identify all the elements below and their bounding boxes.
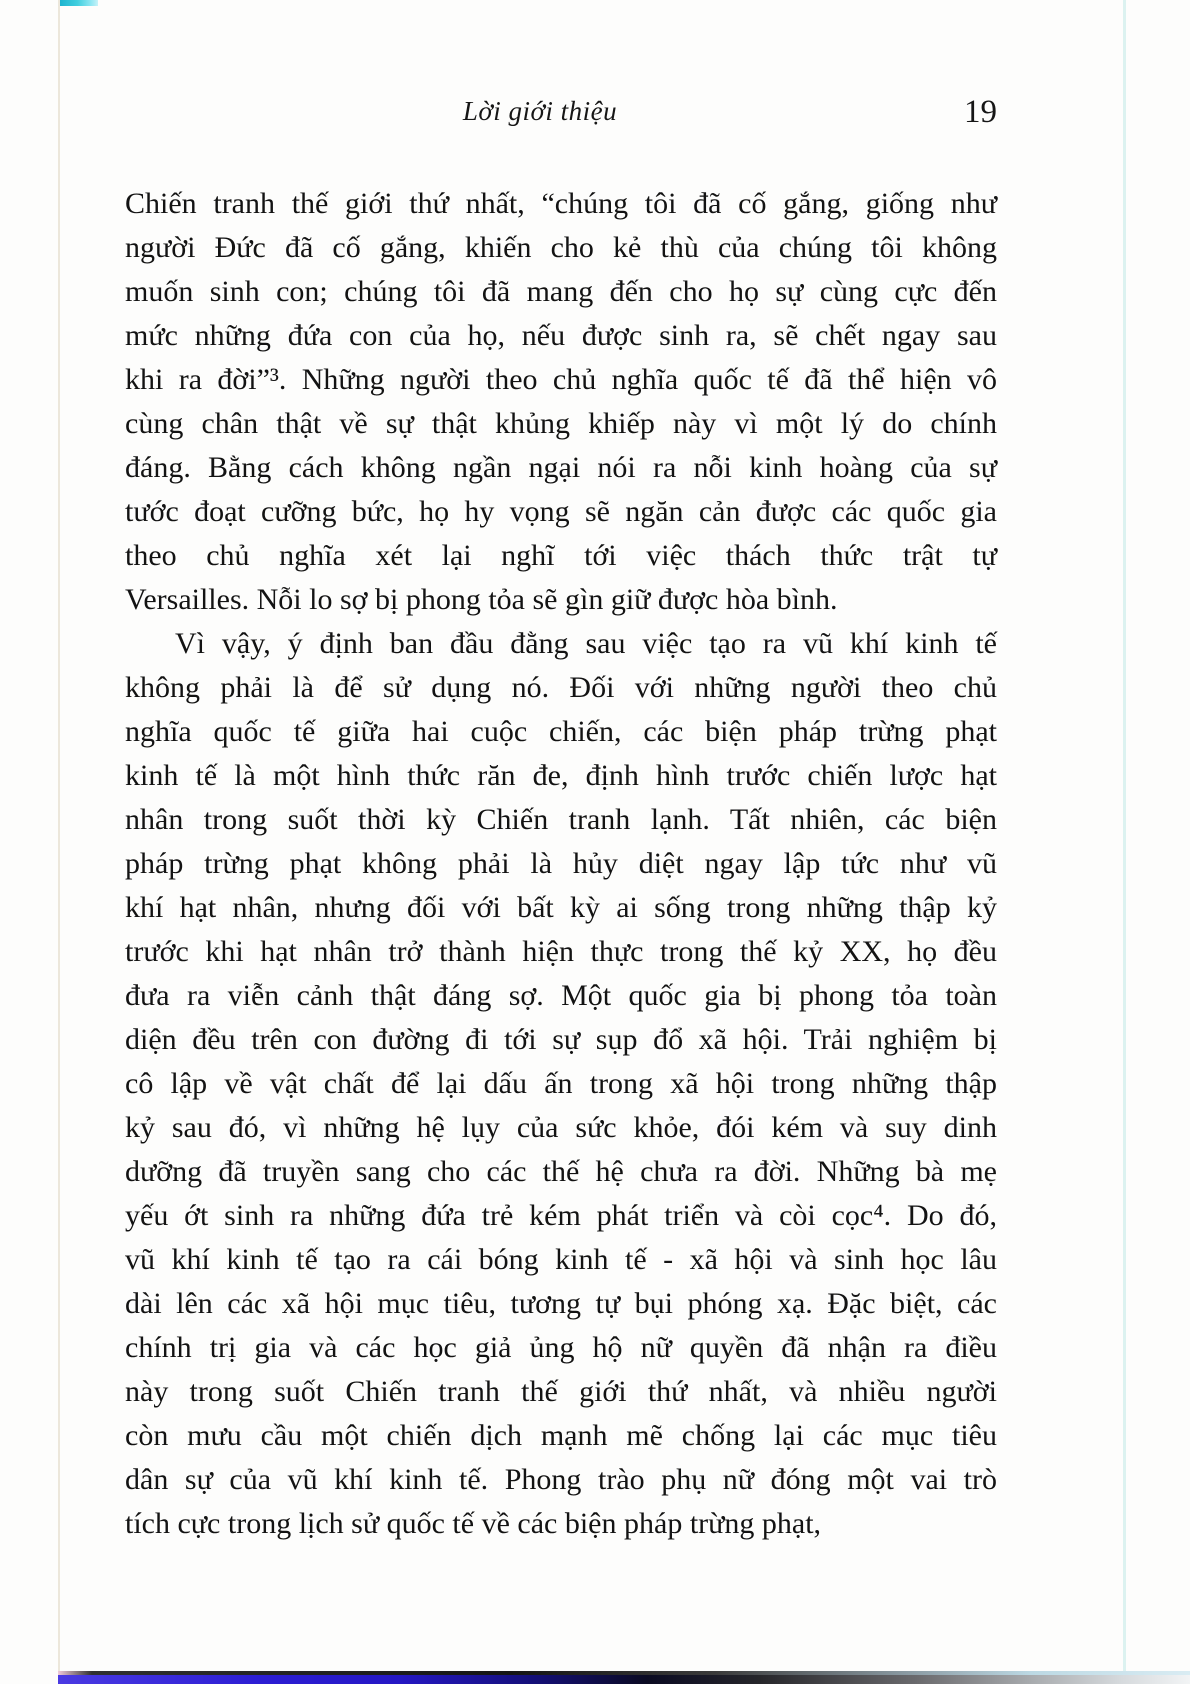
running-title: Lời giới thiệu xyxy=(462,96,618,126)
text-line: tước đoạt cưỡng bức, họ hy vọng sẽ ngăn cản được các quốc gia xyxy=(125,495,997,528)
text-line: muốn sinh con; chúng tôi đã mang đến cho họ sự cùng cực đến xyxy=(125,275,997,308)
page-body xyxy=(125,182,997,1546)
text-line: tích cực trong lịch sử quốc tế về các biện pháp trừng phạt, xyxy=(125,1507,822,1540)
text-line: chính trị gia và các học giả ủng hộ nữ quyền đã nhận ra điều xyxy=(125,1331,997,1364)
text-line: pháp trừng phạt không phải là hủy diệt ngay lập tức như vũ xyxy=(125,847,997,880)
text-line: khi ra đời”³. Những người theo chủ nghĩa quốc tế đã thể hiện vô xyxy=(125,363,997,396)
paragraph xyxy=(125,182,997,622)
text-line: trước khi hạt nhân trở thành hiện thực trong thế kỷ XX, họ đều xyxy=(125,935,997,968)
text-line: yếu ớt sinh ra những đứa trẻ kém phát triển và còi cọc⁴. Do đó, xyxy=(125,1199,997,1232)
text-line: Chiến tranh thế giới thứ nhất, “chúng tôi đã cố gắng, giống như xyxy=(125,187,997,220)
text-line: Versailles. Nỗi lo sợ bị phong tỏa sẽ gìn giữ được hòa bình. xyxy=(125,583,838,616)
text-line: kinh tế là một hình thức răn đe, định hình trước chiến lược hạt xyxy=(125,759,997,792)
text-line: theo chủ nghĩa xét lại nghĩ tới việc thách thức trật tự xyxy=(125,539,997,572)
page-edge-line-left xyxy=(58,0,60,1672)
text-line: diện đều trên con đường đi tới sự sụp đổ xã hội. Trải nghiệm bị xyxy=(125,1023,997,1056)
text-line: dân sự của vũ khí kinh tế. Phong trào phụ nữ đóng một vai trò xyxy=(125,1463,997,1496)
page-number: 19 xyxy=(964,94,997,130)
text-line: vũ khí kinh tế tạo ra cái bóng kinh tế - xã hội và sinh học lâu xyxy=(125,1243,997,1276)
scanner-mark-top-left xyxy=(60,0,98,6)
text-line: Vì vậy, ý định ban đầu đằng sau việc tạo ra vũ khí kinh tế xyxy=(175,627,997,660)
text-line: dài lên các xã hội mục tiêu, tương tự bụi phóng xạ. Đặc biệt, các xyxy=(125,1287,997,1320)
text-line: người Đức đã cố gắng, khiến cho kẻ thù của chúng tôi không xyxy=(125,231,997,264)
text-line: mức những đứa con của họ, nếu được sinh ra, sẽ chết ngay sau xyxy=(125,319,997,352)
text-line: không phải là để sử dụng nó. Đối với những người theo chủ xyxy=(125,671,997,704)
text-line: nhân trong suốt thời kỳ Chiến tranh lạnh. Tất nhiên, các biện xyxy=(125,803,997,836)
paragraph xyxy=(125,622,997,1546)
text-line: đáng. Bằng cách không ngần ngại nói ra nỗi kinh hoàng của sự xyxy=(125,451,997,484)
page-edge-line-right xyxy=(1123,0,1126,1684)
text-line: khí hạt nhân, nhưng đối với bất kỳ ai sống trong những thập kỷ xyxy=(125,891,997,924)
text-line: này trong suốt Chiến tranh thế giới thứ nhất, và nhiều người xyxy=(125,1375,997,1408)
text-line: đưa ra viễn cảnh thật đáng sợ. Một quốc gia bị phong tỏa toàn xyxy=(125,979,997,1012)
scan-band-bottom xyxy=(58,1675,1190,1684)
text-line: cô lập về vật chất để lại dấu ấn trong xã hội trong những thập xyxy=(125,1067,997,1100)
text-line: cùng chân thật về sự thật khủng khiếp này vì một lý do chính xyxy=(125,407,997,440)
text-line: dưỡng đã truyền sang cho các thế hệ chưa ra đời. Những bà mẹ xyxy=(125,1155,997,1188)
text-line: kỷ sau đó, vì những hệ lụy của sức khỏe, đói kém và suy dinh xyxy=(125,1111,997,1144)
text-line: còn mưu cầu một chiến dịch mạnh mẽ chống lại các mục tiêu xyxy=(125,1419,997,1452)
text-line: nghĩa quốc tế giữa hai cuộc chiến, các biện pháp trừng phạt xyxy=(125,715,997,748)
